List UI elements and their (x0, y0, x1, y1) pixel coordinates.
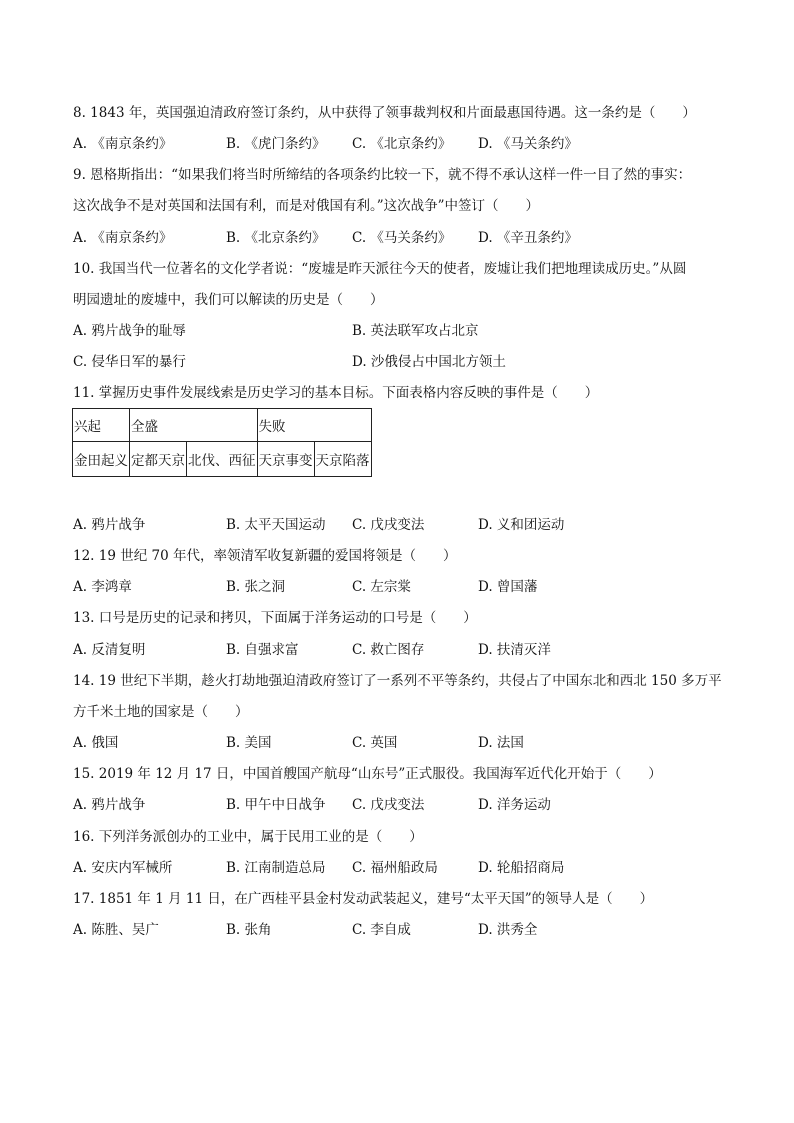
question-17-stem: 17. 1851 年 1 月 11 日，在广西桂平县金村发动武装起义，建号“太平天国”的领导人是（ ） (73, 891, 654, 907)
question-8-stem: 8. 1843 年，英国强迫清政府签订条约，从中获得了领事裁判权和片面最惠国待遇。这一条约是（ ） (73, 105, 696, 121)
question-9-stem-line2: 这次战争不是对英国和法国有利，而是对俄国有利。”这次战争”中签订（ ） (73, 198, 540, 214)
q11-option-b[interactable]: B. 太平天国运动 (226, 517, 326, 533)
table-row (73, 442, 372, 477)
q17-option-d[interactable]: D. 洪秀全 (478, 922, 538, 938)
table-header-cell: 兴起 (73, 409, 130, 442)
question-15-stem: 15. 2019 年 12 月 17 日，中国首艘国产航母“山东号”正式服役。我国海军近代化开始于（ ） (73, 766, 662, 782)
q11-option-d[interactable]: D. 义和团运动 (478, 517, 565, 533)
q16-option-b[interactable]: B. 江南制造总局 (226, 860, 326, 876)
q15-option-b[interactable]: B. 甲午中日战争 (226, 797, 326, 813)
q13-option-a[interactable]: A. 反清复明 (73, 642, 146, 658)
table-cell: 天京陷落 (314, 442, 371, 477)
q8-option-d[interactable]: D. 《马关条约》 (478, 136, 578, 152)
table-cell: 天京事变 (257, 442, 314, 477)
q17-option-a[interactable]: A. 陈胜、吴广 (73, 922, 159, 938)
question-10-stem-line2: 明园遗址的废墟中，我们可以解读的历史是（ ） (73, 292, 384, 308)
question-13-stem: 13. 口号是历史的记录和拷贝，下面属于洋务运动的口号是（ ） (73, 610, 477, 626)
q16-option-a[interactable]: A. 安庆内军械所 (73, 860, 173, 876)
table-cell: 定都天京 (130, 442, 187, 477)
q9-option-c[interactable]: C. 《马关条约》 (352, 230, 452, 246)
question-16-stem: 16. 下列洋务派创办的工业中，属于民用工业的是（ ） (73, 829, 423, 845)
table-header-cell: 失败 (257, 409, 371, 442)
q10-option-c[interactable]: C. 侵华日军的暴行 (73, 354, 186, 370)
q11-option-a[interactable]: A. 鸦片战争 (73, 517, 146, 533)
q12-option-c[interactable]: C. 左宗棠 (352, 579, 411, 595)
q13-option-c[interactable]: C. 救亡图存 (352, 642, 425, 658)
q8-option-a[interactable]: A. 《南京条约》 (73, 136, 173, 152)
table-header-cell: 全盛 (130, 409, 258, 442)
table-cell: 北伐、西征 (187, 442, 258, 477)
q16-option-d[interactable]: D. 轮船招商局 (478, 860, 565, 876)
q15-option-c[interactable]: C. 戊戌变法 (352, 797, 425, 813)
q13-option-d[interactable]: D. 扶清灭洋 (478, 642, 551, 658)
q8-option-c[interactable]: C. 《北京条约》 (352, 136, 452, 152)
q9-option-a[interactable]: A. 《南京条约》 (73, 230, 173, 246)
q10-option-a[interactable]: A. 鸦片战争的耻辱 (73, 323, 186, 339)
table-header-row (73, 409, 372, 442)
q14-option-b[interactable]: B. 美国 (226, 735, 272, 751)
q10-option-d[interactable]: D. 沙俄侵占中国北方领土 (352, 354, 506, 370)
q9-option-b[interactable]: B. 《北京条约》 (226, 230, 326, 246)
question-12-stem: 12. 19 世纪 70 年代，率领清军收复新疆的爱国将领是（ ） (73, 548, 457, 564)
q12-option-b[interactable]: B. 张之洞 (226, 579, 286, 595)
table-cell: 金田起义 (73, 442, 130, 477)
q11-option-c[interactable]: C. 戊戌变法 (352, 517, 425, 533)
q9-option-d[interactable]: D. 《辛丑条约》 (478, 230, 578, 246)
q13-option-b[interactable]: B. 自强求富 (226, 642, 299, 658)
events-table (72, 408, 372, 477)
q14-option-a[interactable]: A. 俄国 (73, 735, 119, 751)
q8-option-b[interactable]: B. 《虎门条约》 (226, 136, 326, 152)
question-14-stem-line2: 方千米土地的国家是（ ） (73, 704, 249, 720)
q12-option-d[interactable]: D. 曾国藩 (478, 579, 538, 595)
q14-option-c[interactable]: C. 英国 (352, 735, 398, 751)
question-10-stem-line1: 10. 我国当代一位著名的文化学者说：“废墟是昨天派往今天的使者，废墟让我们把地理读成历史。”从圆 (73, 261, 687, 277)
q17-option-b[interactable]: B. 张角 (226, 922, 272, 938)
q16-option-c[interactable]: C. 福州船政局 (352, 860, 438, 876)
q15-option-d[interactable]: D. 洋务运动 (478, 797, 551, 813)
q12-option-a[interactable]: A. 李鸿章 (73, 579, 132, 595)
question-11-stem: 11. 掌握历史事件发展线索是历史学习的基本目标。下面表格内容反映的事件是（ ） (73, 385, 599, 401)
q14-option-d[interactable]: D. 法国 (478, 735, 524, 751)
q10-option-b[interactable]: B. 英法联军攻占北京 (352, 323, 479, 339)
question-9-stem-line1: 9. 恩格斯指出：“如果我们将当时所缔结的各项条约比较一下，就不得不承认这样一件一目了然的事实： (73, 167, 692, 183)
q17-option-c[interactable]: C. 李自成 (352, 922, 411, 938)
q15-option-a[interactable]: A. 鸦片战争 (73, 797, 146, 813)
question-14-stem-line1: 14. 19 世纪下半期，趁火打劫地强迫清政府签订了一系列不平等条约，共侵占了中国东北和西北 150 多万平 (73, 673, 722, 689)
